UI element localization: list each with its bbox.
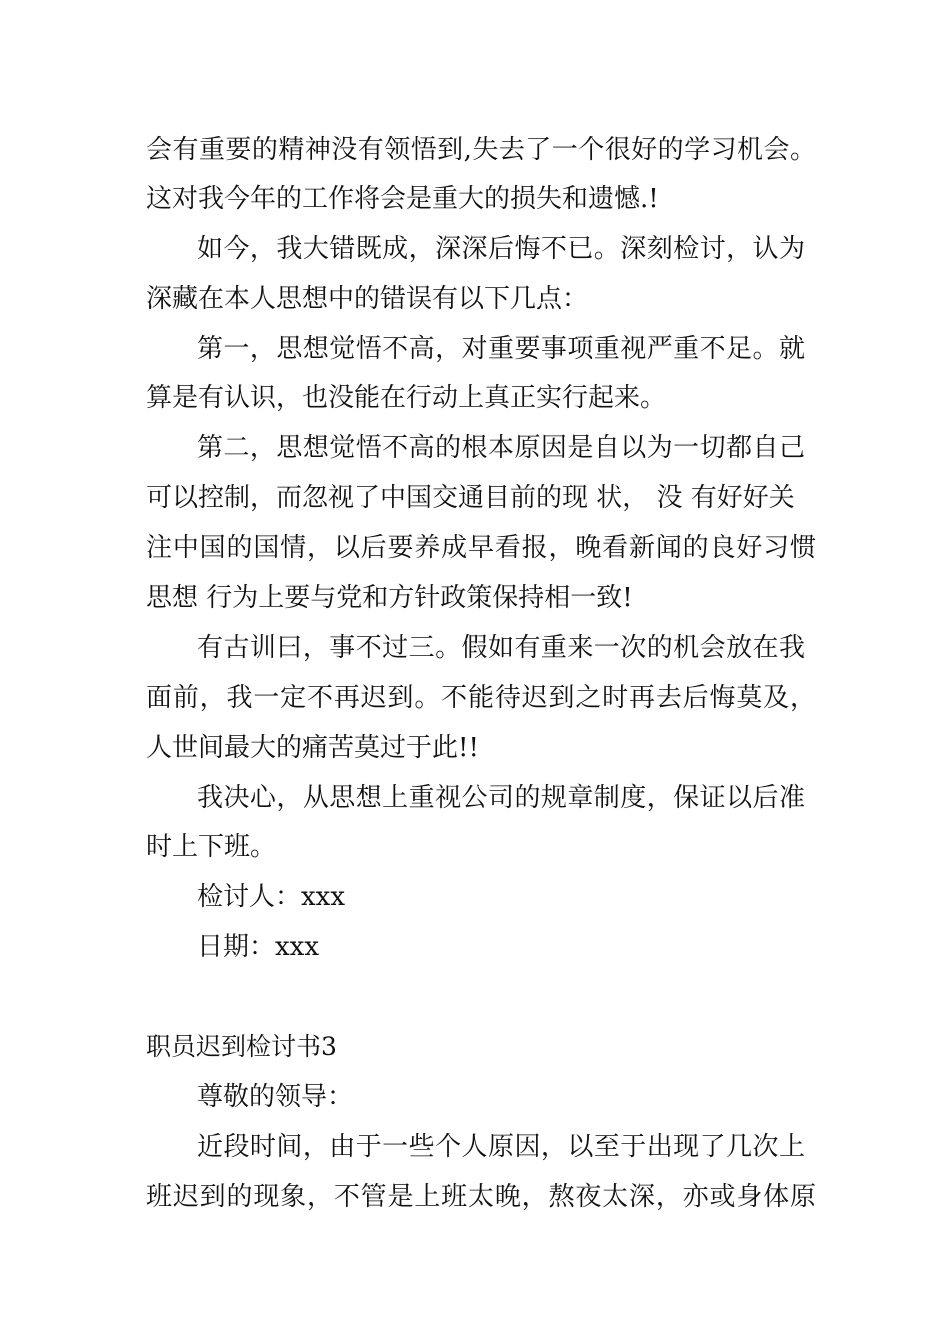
- paragraph-first-line: 近段时间，由于一些个人原因，以至于出现了几次上: [197, 1132, 805, 1162]
- text-line: 时上下班。: [146, 832, 277, 862]
- paragraph-first-line: 我决心，从思想上重视公司的规章制度，保证以后准: [197, 783, 805, 813]
- paragraph-first-line: 第二，思想觉悟不高的根本原因是自以为一切都自己: [197, 433, 805, 463]
- signature-line: 检讨人：xxx: [197, 882, 345, 912]
- paragraph-first-line: 有古训曰，事不过三。假如有重来一次的机会放在我: [197, 633, 805, 663]
- text-line: 会有重要的精神没有领悟到,失去了一个很好的学习机会。: [146, 135, 816, 165]
- text-line: 人世间最大的痛苦莫过于此!!: [146, 733, 479, 763]
- text-line: 深藏在本人思想中的错误有以下几点：: [146, 284, 589, 314]
- section-title: 职员迟到检讨书3: [146, 1032, 337, 1061]
- text-line: 可以控制，而忽视了中国交通目前的现 状， 没 有好好关: [146, 483, 795, 513]
- text-line: 面前，我一定不再迟到。不能待迟到之时再去后悔莫及，: [146, 683, 816, 713]
- text-line: 思想 行为上要与党和方针政策保持相一致!: [146, 583, 633, 613]
- paragraph-first-line: 如今，我大错既成，深深后悔不已。深刻检讨，认为: [197, 234, 805, 264]
- salutation: 尊敬的领导：: [197, 1082, 354, 1112]
- text-line: 算是有认识，也没能在行动上真正实行起来。: [146, 383, 667, 413]
- text-line: 班迟到的现象，不管是上班太晚，熬夜太深，亦或身体原: [146, 1182, 816, 1212]
- paragraph-first-line: 第一，思想觉悟不高，对重要事项重视严重不足。就: [197, 334, 805, 364]
- date-line: 日期：xxx: [197, 932, 319, 962]
- text-line: 这对我今年的工作将会是重大的损失和遗憾.!: [146, 184, 659, 214]
- text-line: 注中国的国情，以后要养成早看报，晚看新闻的良好习惯: [146, 533, 816, 563]
